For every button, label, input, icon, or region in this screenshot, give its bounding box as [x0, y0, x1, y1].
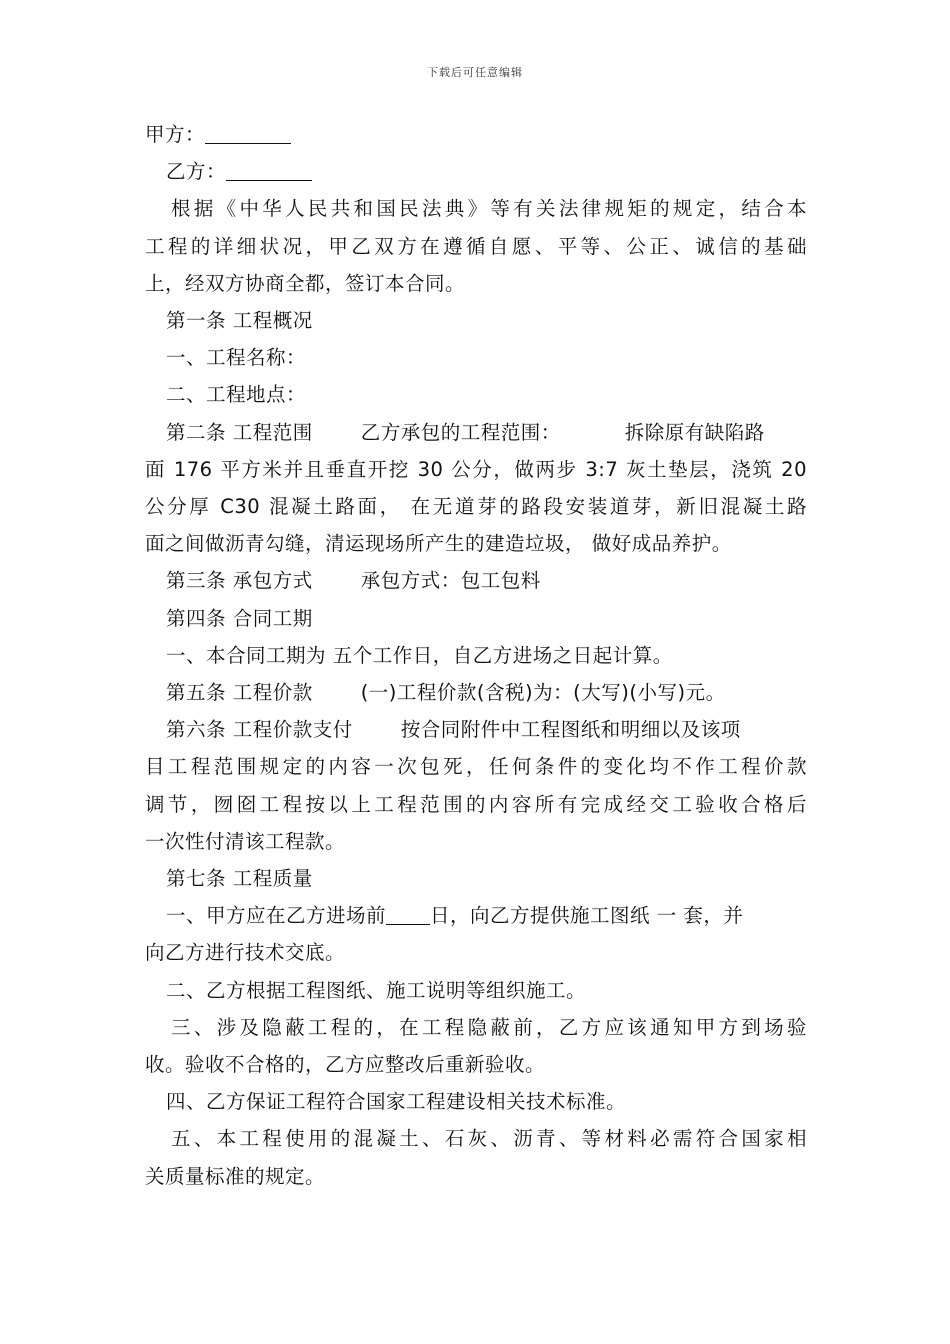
article-2-line-3: 公分厚 C30 混凝土路面， 在无道芽的路段安装道芽，新旧混凝土路 [145, 495, 807, 519]
article-7-item-3-line-2: 收。验收不合格的，乙方应整改后重新验收。 [145, 1053, 546, 1077]
party-a-line [145, 116, 807, 153]
article-2-text-start: 拆除原有缺陷路 [624, 420, 765, 444]
article-2-line-4: 面之间做沥青勾缝，清运现场所产生的建造垃圾， 做好成品养护。 [145, 532, 732, 556]
article-1-item-2: 二、工程地点： [166, 383, 307, 407]
article-3-title: 第三条 承包方式 [166, 569, 313, 593]
article-2-line-1 [145, 414, 807, 451]
intro-line-1: 根据《中华人民共和国民法典》等有关法律规矩的规定，结合本 [171, 197, 807, 221]
article-3-line [145, 562, 807, 599]
article-7-item-1-text-a: 一、甲方应在乙方进场前 [166, 904, 387, 928]
article-5-text: (一)工程价款(含税)为：(大写)(小写)元。 [360, 681, 726, 705]
article-7-item-4: 四、乙方保证工程符合国家工程建设相关技术标准。 [166, 1090, 627, 1114]
article-1-title: 第一条 工程概况 [166, 309, 313, 333]
intro-line-2: 工程的详细状况，甲乙双方在遵循自愿、平等、公正、诚信的基础 [145, 234, 807, 258]
article-2-title: 第二条 工程范围 [166, 420, 313, 444]
party-b-line [145, 153, 807, 190]
article-5-title: 第五条 工程价款 [166, 681, 313, 705]
article-3-text: 承包方式：包工包料 [360, 569, 541, 593]
party-a-blank [205, 124, 291, 145]
article-7-title: 第七条 工程质量 [166, 867, 313, 891]
days-blank [386, 905, 430, 926]
article-7-item-5-line-2: 关质量标准的规定。 [145, 1164, 326, 1188]
page-header: 下载后可任意编辑 [427, 66, 523, 79]
article-7-item-5-line-1: 五、本工程使用的混凝土、石灰、沥青、等材料必需符合国家相 [171, 1127, 807, 1151]
article-7-item-1-text-b: 日，向乙方提供施工图纸 一 套，并 [430, 904, 744, 928]
article-2-line-2: 面 176 平方米并且垂直开挖 30 公分，做两步 3:7 灰土垫层，浇筑 20 [145, 457, 807, 481]
article-7-item-2: 二、乙方根据工程图纸、施工说明等组织施工。 [166, 978, 587, 1002]
article-7-item-1-line-2: 向乙方进行技术交底。 [145, 941, 346, 965]
intro-line-3: 上，经双方协商全都，签订本合同。 [145, 271, 466, 295]
article-7-item-3-line-1: 三、涉及隐蔽工程的，在工程隐蔽前，乙方应该通知甲方到场验 [171, 1015, 807, 1039]
article-7-item-1-line-1 [145, 897, 807, 934]
contract-body [145, 116, 807, 1195]
article-2-label: 乙方承包的工程范围： [360, 420, 561, 444]
party-b-label: 乙方： [166, 160, 227, 184]
article-5-line [145, 674, 807, 711]
article-6-title: 第六条 工程价款支付 [166, 718, 353, 742]
article-4-item-1: 一、本合同工期为 五个工作日，自乙方进场之日起计算。 [166, 643, 673, 667]
party-a-label: 甲方： [145, 123, 206, 146]
party-b-blank [226, 161, 312, 182]
article-6-line-3: 调节，囫囵工程按以上工程范围的内容所有完成经交工验收合格后 [145, 792, 807, 816]
article-6-line-4: 一次性付清该工程款。 [145, 829, 346, 853]
article-6-line-2: 目工程范围规定的内容一次包死，任何条件的变化均不作工程价款 [145, 755, 807, 779]
article-6-text-start: 按合同附件中工程图纸和明细以及该项 [400, 718, 741, 742]
article-6-line-1 [145, 711, 807, 748]
article-4-title: 第四条 合同工期 [166, 606, 313, 630]
article-1-item-1: 一、工程名称： [166, 346, 307, 370]
